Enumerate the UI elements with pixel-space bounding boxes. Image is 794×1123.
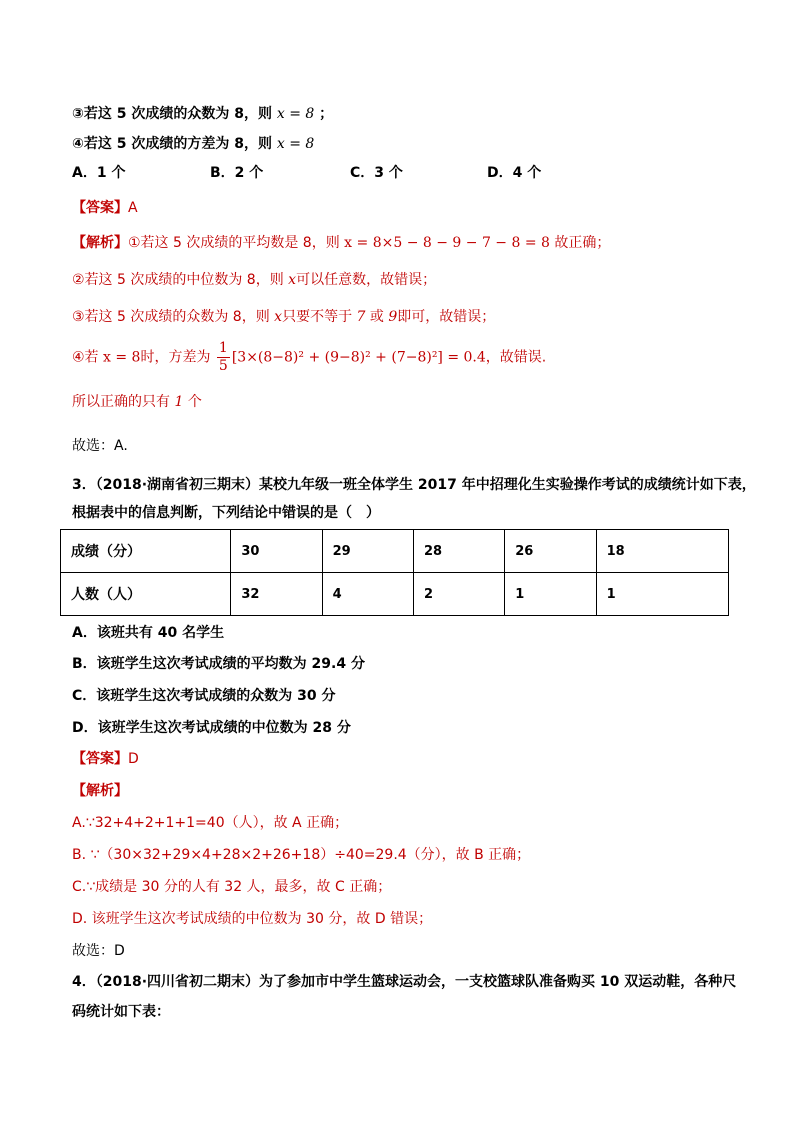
answer-tag: 【答案】 [72, 200, 128, 216]
table-cell: 18 [596, 530, 728, 573]
answer-value: A [128, 200, 138, 216]
one-fifth-fraction: $\frac{1}{5}$ [218, 340, 228, 374]
table-header-cell: 人数（人） [61, 573, 231, 616]
table-row [61, 530, 729, 573]
q3-solution-c: C.∵成绩是 30 分的人有 32 人，最多，故 C 正确； [72, 879, 392, 895]
q3-option-a: A．该班共有 40 名学生 [72, 625, 225, 641]
q2-conclusion: 所以正确的只有 1 个 [72, 394, 202, 410]
q2-option-a: A．1 个 [72, 165, 126, 181]
q2-statement-4: ④若这 5 次成绩的方差为 8，则 x = 8 [72, 136, 315, 152]
q2-solution-1: 【解析】①若这 5 次成绩的平均数是 8，则 x = 8×5 − 8 − 9 − 7 − 8 = 8 故正确； [72, 235, 611, 251]
table-row [61, 573, 729, 616]
q3-stem-line-2: 根据表中的信息判断，下列结论中错误的是（ ） [72, 505, 380, 521]
table-cell: 1 [596, 573, 728, 616]
table-cell: 32 [231, 573, 322, 616]
variance-expression: [3×(8−8)² + (9−8)² + (7−8)²] = 0.4 [231, 349, 486, 366]
q3-answer [72, 749, 139, 769]
table-cell: 2 [413, 573, 504, 616]
table-cell: 1 [505, 573, 596, 616]
q2-solution-1-equation: x = 8×5 − 8 − 9 − 7 − 8 = 8 [344, 235, 550, 251]
q2-statement-3: ③若这 5 次成绩的众数为 8，则 x = 8 ； [72, 106, 334, 122]
q2-solution-4: ④若 x = 8时，方差为 $\frac{1}{5}$ [3×(8−8)² + (9−8)² + (7−8)²] = 0.4，故错误. [72, 340, 547, 374]
q4-stem-line-1: 4．（2018·四川省初二期末）为了参加市中学生篮球运动会，一支校篮球队准备购买 10 双运动鞋，各种尺 [72, 974, 737, 990]
q4-stem-line-2: 码统计如下表： [72, 1004, 170, 1020]
q3-option-c: C．该班学生这次考试成绩的众数为 30 分 [72, 688, 336, 704]
q3-solution-a: A.∵32+4+2+1+1=40（人），故 A 正确； [72, 815, 349, 831]
q3-solution-b: B. ∵（30×32+29×4+28×2+26+18）÷40=29.4（分），故 B 正确； [72, 847, 531, 863]
table-cell: 28 [413, 530, 504, 573]
q2-answer [72, 198, 138, 218]
q2-option-d: D．4 个 [487, 165, 542, 181]
table-cell: 30 [231, 530, 322, 573]
q3-stem-line-1: 3．（2018·湖南省初三期末）某校九年级一班全体学生 2017 年中招理化生实验操作考试的成绩统计如下表， [72, 477, 756, 493]
q3-option-b: B．该班学生这次考试成绩的平均数为 29.4 分 [72, 656, 365, 672]
table-header-cell: 成绩（分） [61, 530, 231, 573]
q2-choose: 故选：A. [72, 438, 128, 454]
table-cell: 4 [322, 573, 413, 616]
score-table [60, 529, 729, 616]
q3-option-d: D．该班学生这次考试成绩的中位数为 28 分 [72, 720, 351, 736]
q2-statement-4-equation: x = 8 [276, 136, 315, 152]
answer-value: D [128, 751, 139, 767]
q2-statement-3-equation: x = 8 [276, 106, 315, 122]
q3-solution-d: D. 该班学生这次考试成绩的中位数为 30 分，故 D 错误； [72, 911, 433, 927]
analysis-tag: 【解析】 [72, 783, 128, 799]
answer-tag: 【答案】 [72, 751, 128, 767]
q2-solution-2: ②若这 5 次成绩的中位数为 8，则 x可以任意数，故错误； [72, 272, 437, 288]
table-cell: 26 [505, 530, 596, 573]
q2-solution-3: ③若这 5 次成绩的众数为 8，则 x只要不等于 7 或 9即可，故错误； [72, 309, 496, 325]
q2-option-c: C．3 个 [350, 165, 403, 181]
q2-option-b: B．2 个 [210, 165, 264, 181]
table-cell: 29 [322, 530, 413, 573]
q3-choose: 故选：D [72, 943, 125, 959]
analysis-tag: 【解析】 [72, 235, 128, 251]
